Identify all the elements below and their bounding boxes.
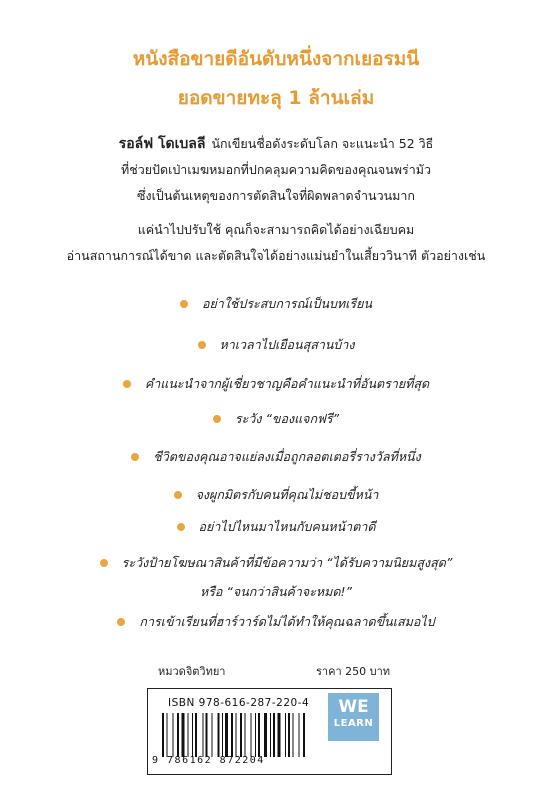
barcode-bar xyxy=(251,713,252,757)
bullet-dot-icon xyxy=(117,618,125,626)
list-item-text: ระวังป้ายโฆษณาสินค้าที่มีข้อความว่า “ได้รับความนิยมสูงสุด” xyxy=(121,555,453,570)
barcode-bar xyxy=(303,713,305,757)
list-item xyxy=(0,612,552,632)
bullet-dot-icon xyxy=(213,415,221,423)
list-item xyxy=(0,447,552,467)
barcode-bar xyxy=(212,713,213,757)
list-item xyxy=(0,409,552,429)
usage-line-2: อ่านสถานการณ์ได้ขาด และตัดสินใจได้อย่างแม่นยำในเสี้ยววินาที ตัวอย่างเช่น xyxy=(66,248,486,263)
barcode-bar xyxy=(245,713,246,757)
list-item-text: อย่าไปไหนมาไหนกับคนหน้าตาดี xyxy=(198,519,376,534)
bullet-dot-icon xyxy=(123,380,131,388)
barcode-bar xyxy=(255,713,256,757)
barcode-bar xyxy=(273,713,275,757)
barcode-bar xyxy=(188,713,189,757)
barcode-bar xyxy=(192,713,193,757)
barcode-bar xyxy=(240,713,242,757)
barcode-bar xyxy=(195,713,197,757)
barcode-bar xyxy=(222,713,223,757)
ean-digits: 9 786162 872204 xyxy=(152,755,265,766)
headline-line-2: ยอดขายทะลุ 1 ล้านเล่ม xyxy=(177,87,375,109)
list-item-text: หาเวลาไปเยือนสุสานบ้าง xyxy=(219,337,355,352)
category-label: หมวดจิตวิทยา xyxy=(158,665,226,678)
intro-line-2: ที่ช่วยปัดเป่าเมฆหมอกที่ปกคลุมความคิดของคุณจนพร่ามัว xyxy=(120,162,432,177)
barcode-bar xyxy=(270,713,271,757)
barcode-bar xyxy=(167,713,168,757)
bullet-dot-icon xyxy=(198,341,206,349)
publisher-logo xyxy=(328,693,379,741)
list-item-text: ชีวิตของคุณอาจแย่ลงเมื่อถูกลอตเตอรี่รางวัลที่หนึ่ง xyxy=(153,449,421,464)
headline-line-1: หนังสือขายดีอันดับหนึ่งจากเยอรมนี xyxy=(132,48,420,70)
list-item-text: หรือ “จนกว่าสินค้าจะหมด!” xyxy=(199,584,353,599)
barcode-bar xyxy=(162,713,164,757)
barcode-bar xyxy=(206,713,208,757)
bullet-dot-icon xyxy=(180,300,188,308)
barcode-bar xyxy=(218,713,220,757)
list-item-text: จงผูกมิตรกับคนที่คุณไม่ชอบขี้หน้า xyxy=(195,487,379,502)
barcode-bar xyxy=(299,713,300,757)
list-item-text: ระวัง “ของแจกฟรี” xyxy=(234,411,340,426)
intro-paragraph xyxy=(0,131,552,209)
list-item xyxy=(0,517,552,537)
list-item xyxy=(0,374,552,394)
bullet-dot-icon xyxy=(174,491,182,499)
barcode-bar xyxy=(285,713,286,757)
price-label: ราคา 250 บาท xyxy=(316,665,391,678)
list-item xyxy=(0,335,552,355)
barcode-bar xyxy=(258,713,260,757)
usage-paragraph xyxy=(0,217,552,269)
list-item xyxy=(0,553,552,573)
barcode-bar xyxy=(278,713,281,757)
barcode-bar xyxy=(225,713,228,757)
author-name: รอล์ฟ โดเบลลี xyxy=(118,136,206,152)
barcode-bar xyxy=(288,713,290,757)
intro-line-1 xyxy=(0,131,552,157)
barcode-bar xyxy=(203,713,204,757)
list-item-text: การเข้าเรียนที่ฮาร์วาร์ดไม่ได้ทำให้คุณฉลาดขึ้นเสมอไป xyxy=(139,614,435,629)
barcode-bar xyxy=(236,713,237,757)
barcode-bar xyxy=(264,713,267,757)
list-item xyxy=(0,294,552,314)
list-item-text: คำแนะนำจากผู้เชี่ยวชาญคือคำแนะนำที่อันตรายที่สุด xyxy=(144,376,430,391)
isbn-text: ISBN 978-616-287-220-4 xyxy=(168,697,310,709)
list-item-continuation xyxy=(0,582,552,602)
barcode-bar xyxy=(173,713,174,757)
barcode-bar xyxy=(182,713,185,757)
barcode-bar xyxy=(177,713,179,757)
barcode-bar xyxy=(231,713,233,757)
barcode-bar xyxy=(293,713,294,757)
list-item-text: อย่าใช้ประสบการณ์เป็นบทเรียน xyxy=(201,296,373,311)
usage-line-1: แค่นำไปปรับใช้ คุณก็จะสามารถคิดได้อย่างเฉียบคม xyxy=(137,222,415,237)
intro-line-1-text: นักเขียนชื่อดังระดับโลก จะแนะนำ 52 วิธี xyxy=(211,136,434,151)
logo-text-we: WE xyxy=(338,697,369,717)
bullet-dot-icon xyxy=(131,453,139,461)
intro-line-3: ซึ่งเป็นต้นเหตุของการตัดสินใจที่ผิดพลาดจำนวนมาก xyxy=(137,188,415,203)
list-item xyxy=(0,485,552,505)
bullet-dot-icon xyxy=(177,523,185,531)
bullet-dot-icon xyxy=(100,559,108,567)
logo-text-learn: LEARN xyxy=(333,718,374,729)
barcode-icon xyxy=(162,713,326,757)
